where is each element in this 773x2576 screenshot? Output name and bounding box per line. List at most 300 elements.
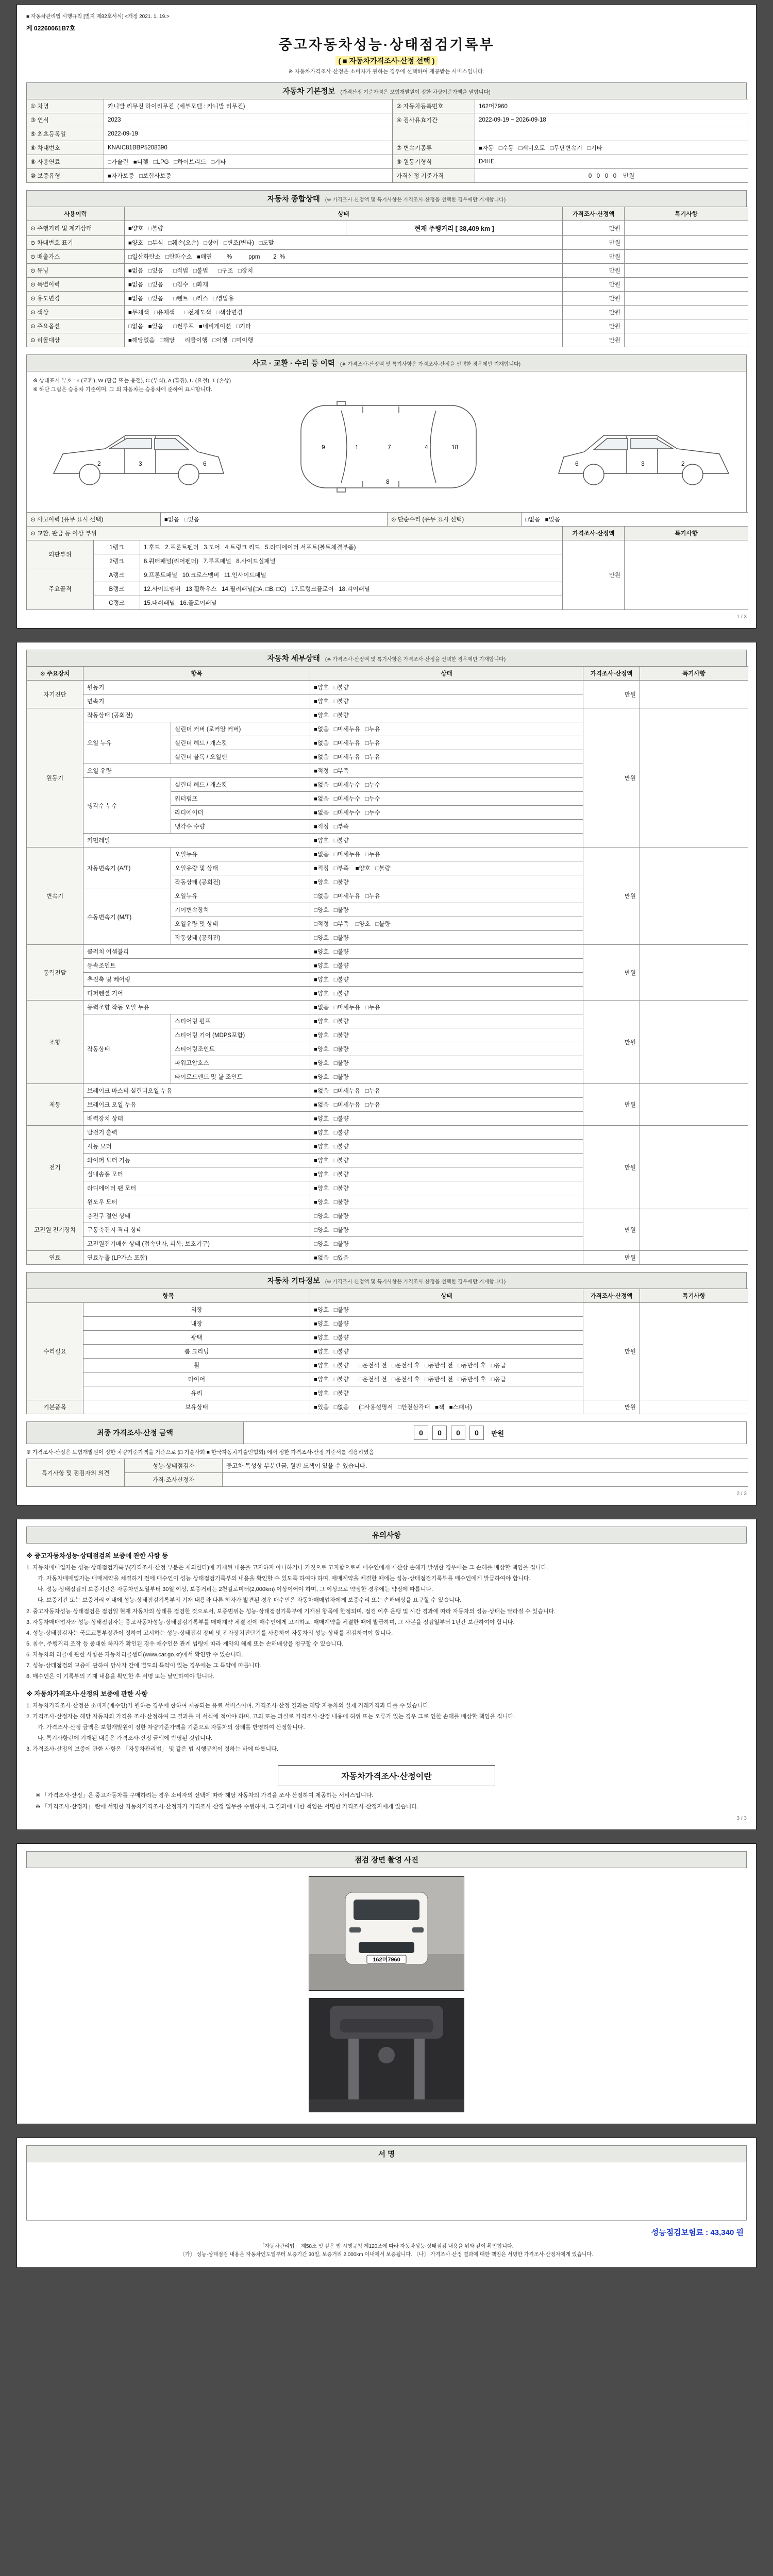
cell: 1랭크 xyxy=(94,540,140,554)
cell: 시동 모터 xyxy=(83,1140,310,1154)
cell xyxy=(640,708,748,848)
cell: 가격조사·산정액 xyxy=(583,667,640,681)
cell: ■양호 □불량 xyxy=(310,1112,583,1126)
cell: 윈도우 모터 xyxy=(83,1195,310,1209)
cell: 특기사항 xyxy=(625,527,748,540)
cell: ■양호 □불량 xyxy=(310,1386,583,1400)
cell: ⊙ 배출가스 xyxy=(27,250,125,264)
cell: 만원 xyxy=(583,1303,640,1400)
cell: ■없음 □미세누유 □누유 xyxy=(310,1001,583,1014)
notices xyxy=(26,1551,747,1754)
cell: 9.프론트패널 10.크로스멤버 11.인사이드패널 xyxy=(140,568,563,582)
table-row xyxy=(27,708,748,722)
cell: ⊙ 특별이력 xyxy=(27,278,125,292)
cell: 수동변속기 (M/T) xyxy=(83,889,171,945)
footer-legal-line: 〔가〕 성능·상태점검 내용은 자동차인도일부터 보증기간 30일, 보증거리 2,000km 이내에서 보증됩니다. 〔나〕 가격조사·산정 결과에 대한 책임은 서명한 가격조사·산정자에게 있습니다. xyxy=(179,2252,594,2258)
inspection-photo-front xyxy=(309,1876,464,1991)
opinion-role: 가격·조사산정자 xyxy=(125,1473,223,1487)
table-row xyxy=(27,236,748,250)
notice-item: 5. 침수, 주행거리 조작 등 중대한 하자가 확인된 경우 매수인은 관계 법령에 따라 계약의 해제 또는 손해배상을 청구할 수 있습니다. xyxy=(26,1640,344,1647)
cell: ⊙ 주요장치 xyxy=(27,667,83,681)
cell: ■양호 □불량 xyxy=(310,1345,583,1359)
cell: ■무채색 □유채색 □전체도색 □색상변경 xyxy=(125,306,563,319)
section-detail-state xyxy=(26,650,747,667)
cell: 동력조향 작동 오일 누유 xyxy=(83,1001,310,1014)
notice-section-title: ※ 자동차가격조사·산정의 보증에 관한 사항 xyxy=(26,1690,148,1698)
cell: ■자가보증 □보험사보증 xyxy=(104,169,393,183)
cell xyxy=(640,681,748,708)
diagram-note: ※ 하단 그림은 승용차 기준이며, 그 외 자동차는 승용차에 준하여 표시합니다. xyxy=(33,386,213,393)
misc-info-table xyxy=(26,1289,748,1414)
cell: 변속기 xyxy=(27,848,83,945)
cell: 타이로드엔드 및 볼 조인트 xyxy=(171,1070,310,1084)
cell: ⊙ 교환, 판금 등 이상 부위 xyxy=(27,527,563,540)
table-row xyxy=(27,169,748,183)
cell: 연료누출 (LP가스 포함) xyxy=(83,1251,310,1265)
opinion-role: 성능·상태점검자 xyxy=(125,1459,223,1473)
cell: 만원 xyxy=(563,236,625,250)
notice-item: 8. 매수인은 이 기록부의 기재 내용을 확인한 후 서명 또는 날인하여야 합니다. xyxy=(26,1673,214,1680)
cell xyxy=(640,945,748,1001)
detail-state-table xyxy=(26,666,748,1265)
table-row xyxy=(27,848,748,861)
pricing-info-line: ※ 「가격조사·산정」은 중고자동차를 구매하려는 경우 소비자의 선택에 따라 해당 자동차의 가격을 조사·산정하여 제공하는 서비스입니다. xyxy=(36,1792,374,1799)
cell: 휠 xyxy=(83,1359,310,1372)
cell: 만원 xyxy=(563,221,625,236)
cell: ■양호 □불량 xyxy=(125,221,346,236)
notice-item: 3. 가격조사·산정의 보증에 관한 사항은 「자동차관리법」 및 같은 법 시행규칙이 정하는 바에 따릅니다. xyxy=(26,1746,278,1753)
cell: ⊙ 용도변경 xyxy=(27,292,125,306)
state-mark-legend: ※ 상태표시 부호 : × (교환), W (판금 또는 용접), C (부식), A (흠집), U (요철), T (손상) xyxy=(33,378,231,384)
cell: ■양호 □불량 xyxy=(310,1070,583,1084)
cell: 12.사이드멤버 13.휠하우스 14.필러패널(□A, □B, □C) 17.트렁크플로어 18.리어패널 xyxy=(140,582,563,596)
table-row xyxy=(27,1001,748,1014)
cell: 만원 xyxy=(583,848,640,945)
photo-underbody-svg xyxy=(309,1998,464,2112)
cell xyxy=(640,848,748,945)
cell xyxy=(640,1400,748,1414)
cell: ■적정 □부족 xyxy=(310,764,583,778)
cell: 제동 xyxy=(27,1084,83,1126)
cell: ■양호 □불량 xyxy=(310,1317,583,1331)
cell: ⊙ 색상 xyxy=(27,306,125,319)
section-accident-history xyxy=(26,354,747,371)
section-photos xyxy=(26,1851,747,1868)
notice-item: 7. 성능·상태점검의 보증에 관하여 당사자 간에 별도의 특약이 있는 경우에는 그 특약에 따릅니다. xyxy=(26,1663,262,1669)
cell: ② 자동차등록번호 xyxy=(393,99,475,113)
table-row xyxy=(27,540,748,554)
doc-subnote: ※ 자동차가격조사·산정은 소비자가 원하는 경우에 선택하여 제공받는 서비스입니다. xyxy=(288,69,485,75)
section-overall-note: (※ 가격조사·산정액 및 특기사항은 가격조사·산정을 선택한 경우에만 기재합니다) xyxy=(325,197,506,203)
panel-number: 2 xyxy=(681,460,685,467)
cell: □적정 □부족 □양호 □불량 xyxy=(310,917,583,931)
cell: ■없음 □미세누유 □누유 xyxy=(310,750,583,764)
notice-item: 3. 자동차매매업자와 성능·상태점검자는 중고자동차성능·상태점검기록부를 매매계약 체결 전에 매수인에게 고지하고, 매매계약을 체결한 때에 발급하며, 그 사본을 점검일부터 1년간 보관하여야 합니다. xyxy=(26,1619,515,1625)
footer-legal-line: 「자동차관리법」 제58조 및 같은 법 시행규칙 제120조에 따라 자동차성능·상태점검 내용을 위와 같이 확인합니다. xyxy=(259,2244,514,2250)
table-row xyxy=(27,945,748,959)
cell: 상태 xyxy=(310,667,583,681)
cell: 2023 xyxy=(104,113,393,127)
cell: 워터펌프 xyxy=(171,792,310,806)
cell: 만원 xyxy=(563,250,625,264)
cell: ⑤ 최초등록일 xyxy=(27,127,104,141)
cell xyxy=(625,306,748,319)
table-row xyxy=(27,250,748,264)
cell: 기어변속장치 xyxy=(171,903,310,917)
panel-number: 18 xyxy=(451,444,459,451)
car-side-view-left-diagram xyxy=(54,435,224,485)
cell: ⑨ 원동기형식 xyxy=(393,155,475,169)
page-title: 중고자동차성능·상태점검기록부 xyxy=(278,37,495,53)
car-diagrams-svg xyxy=(33,396,744,507)
cell: 오일유량 및 상태 xyxy=(171,861,310,875)
cell: ① 차명 xyxy=(27,99,104,113)
cell: □가솔린 ■디젤 □LPG □하이브리드 □기타 xyxy=(104,155,393,169)
panel-number: 7 xyxy=(388,444,391,451)
cell: 카니발 리무진 하이리무진 (세부모델 : 카니발 리무진) xyxy=(104,99,393,113)
cell xyxy=(625,319,748,333)
form-regulation-note: ■ 자동차관리법 시행규칙 [별지 제82호서식] <개정 2021. 1. 19.> xyxy=(26,14,170,20)
cell: ■양호 □불량 xyxy=(310,1154,583,1167)
notice-item: 1. 자동차매매업자는 성능·상태점검기록부(가격조사·산정 부분은 제외한다)에 기재된 내용을 고지하지 아니하거나 거짓으로 고지함으로써 매수인에게 재산상 손해가 발생한 경우에는 그 손해를 배상할 책임을 집니다. xyxy=(26,1565,548,1571)
cell: ■없음 □있음 xyxy=(161,513,388,527)
cell: 변속기 xyxy=(83,694,310,708)
cell: 작동상태 (공회전) xyxy=(171,875,310,889)
cell: 가격조사·산정액 xyxy=(583,1289,640,1303)
cell: 특기사항 xyxy=(640,667,748,681)
price-unit: 만원 xyxy=(491,1429,505,1437)
cell: ⊙ 단순수리 (유무 표시 선택) xyxy=(388,513,522,527)
section-misc-info xyxy=(26,1272,747,1289)
cell: □일산화탄소 □탄화수소 ■매연 % ppm 2 % xyxy=(125,250,563,264)
cell: C랭크 xyxy=(94,596,140,610)
cell xyxy=(640,1209,748,1251)
cell: 만원 xyxy=(563,540,625,610)
cell: 실내송풍 모터 xyxy=(83,1167,310,1181)
cell: ■적정 □부족 xyxy=(310,820,583,834)
cell: 냉각수 수량 xyxy=(171,820,310,834)
cell: 특기사항 xyxy=(640,1289,748,1303)
table-row xyxy=(27,1289,748,1303)
cell: 냉각수 누수 xyxy=(83,778,171,834)
cell: ■없음 □미세누유 □누유 xyxy=(310,848,583,861)
cell: ■양호 □불량 xyxy=(310,1126,583,1140)
cell: 만원 xyxy=(583,1400,640,1414)
cell: 오일누유 xyxy=(171,848,310,861)
table-row xyxy=(27,319,748,333)
cell: 외판부위 xyxy=(27,540,94,568)
cell: 발전기 출력 xyxy=(83,1126,310,1140)
cell: 연료 xyxy=(27,1251,83,1265)
panel-number: 3 xyxy=(139,460,142,467)
price-digit: 0 xyxy=(414,1426,428,1440)
cell: □양호 □불량 xyxy=(310,1209,583,1223)
cell: 실린더 커버 (로커암 커버) xyxy=(171,722,310,736)
cell: ■양호 □불량 xyxy=(310,1195,583,1209)
section-detail-note: (※ 가격조사·산정액 및 특기사항은 가격조사·산정을 선택한 경우에만 기재합니다) xyxy=(325,657,506,663)
price-survey-option-label: ( ■ 자동차가격조사·산정 선택 ) xyxy=(335,56,438,65)
cell: 만원 xyxy=(583,1001,640,1084)
cell: ■양호 □불량 □운전석 전 □운전석 후 □동반석 전 □동반석 후 □응급 xyxy=(310,1372,583,1386)
panel-number: 4 xyxy=(425,444,428,451)
table-row xyxy=(27,667,748,681)
cell: ■양호 □불량 xyxy=(310,973,583,987)
cell: 사용이력 xyxy=(27,207,125,221)
signature-area xyxy=(26,2162,747,2221)
cell: 만원 xyxy=(583,1251,640,1265)
cell: 스티어링 펌프 xyxy=(171,1014,310,1028)
cell: 스티어링 기어 (MDPS포함) xyxy=(171,1028,310,1042)
cell: □없음 ■있음 xyxy=(522,513,748,527)
cell: 수리필요 xyxy=(27,1303,83,1400)
cell: ■양호 □불량 xyxy=(310,1140,583,1154)
panel-number: 2 xyxy=(97,460,101,467)
table-row xyxy=(27,1084,748,1098)
panel-number: 6 xyxy=(575,460,579,467)
inspection-photo-underbody xyxy=(309,1998,464,2112)
page-4 xyxy=(16,1843,757,2124)
price-digit: 0 xyxy=(432,1426,447,1440)
inspection-photos xyxy=(26,1876,747,2112)
cell: 만원 xyxy=(583,1209,640,1251)
car-top-view-diagram xyxy=(301,401,476,492)
panel-number: 3 xyxy=(641,460,645,467)
cell xyxy=(640,1251,748,1265)
cell: ■없음 □미세누유 □누유 xyxy=(310,736,583,750)
notice-item: 나. 성능·상태점검의 보증기간은 자동차인도일부터 30일 이상, 보증거리는 2천킬로미터(2,000km) 이상이어야 하며, 그 이상으로 약정한 경우에는 약정에 따릅니다. xyxy=(38,1586,433,1593)
opinion-text: 중고차 특성상 부분판금, 원판 도색이 있을 수 있습니다. xyxy=(223,1459,748,1473)
section-basic-info xyxy=(26,82,747,99)
cell: ■없음 □미세누유 □누유 xyxy=(310,1084,583,1098)
cell: 만원 xyxy=(563,333,625,347)
cell: ■없음 □미세누수 □누수 xyxy=(310,806,583,820)
cell: ■없음 □미세누수 □누수 xyxy=(310,778,583,792)
cell: ⑧ 사용연료 xyxy=(27,155,104,169)
cell: ■양호 □불량 xyxy=(310,1042,583,1056)
cell xyxy=(640,1001,748,1084)
cell: 실린더 헤드 / 개스킷 xyxy=(171,778,310,792)
cell: 만원 xyxy=(583,708,640,848)
pricing-info-box-title: 자동차가격조사·산정이란 xyxy=(278,1765,495,1786)
cell: ■해당없음 □해당 리콜이행 □이행 □미이행 xyxy=(125,333,563,347)
cell: ■없음 □미세누수 □누수 xyxy=(310,792,583,806)
cell: 2022-09-19 xyxy=(104,127,393,141)
car-damage-diagram xyxy=(33,396,740,507)
cell xyxy=(625,264,748,278)
table-row xyxy=(27,292,748,306)
cell: 외장 xyxy=(83,1303,310,1317)
cell: □양호 □불량 xyxy=(310,1237,583,1251)
cell: ⊙ 튜닝 xyxy=(27,264,125,278)
cell xyxy=(625,292,748,306)
cell xyxy=(625,540,748,610)
cell: ■양호 □부식 □훼손(오손) □상이 □변조(변타) □도말 xyxy=(125,236,563,250)
cell: 만원 xyxy=(583,1084,640,1126)
cell: 2022-09-19 ~ 2026-09-18 xyxy=(475,113,748,127)
cell: 특기사항 xyxy=(625,207,748,221)
table-row xyxy=(27,527,748,540)
cell: 가격산정 기준가격 xyxy=(393,169,475,183)
section-accident-title: 사고 · 교환 · 수리 등 이력 xyxy=(252,360,335,368)
notice-item: 6. 자동차의 리콜에 관한 사항은 자동차리콜센터(www.car.go.kr)에서 확인할 수 있습니다. xyxy=(26,1652,243,1658)
license-plate-text: 162머7960 xyxy=(373,1957,400,1963)
notice-section-title: ※ 중고자동차성능·상태점검의 보증에 관한 사항 등 xyxy=(26,1552,169,1560)
cell: 라디에이터 xyxy=(171,806,310,820)
table-row xyxy=(27,207,748,221)
panel-number: 8 xyxy=(386,478,390,485)
cell: 룸 크리닝 xyxy=(83,1345,310,1359)
table-row xyxy=(27,155,748,169)
cell: 6.쿼터패널(리어펜더) 7.루프패널 8.사이드실패널 xyxy=(140,554,563,568)
section-overall-title: 자동차 종합상태 xyxy=(267,195,320,204)
cell: ■양호 □불량 xyxy=(310,987,583,1001)
table-row xyxy=(27,113,748,127)
cell: 보유상태 xyxy=(83,1400,310,1414)
cell: 구동축전지 격리 상태 xyxy=(83,1223,310,1237)
cell: ■양호 □불량 xyxy=(310,694,583,708)
cell: ■양호 □불량 xyxy=(310,1167,583,1181)
cell: ■양호 □불량 xyxy=(310,1331,583,1345)
cell: ⑥ 차대번호 xyxy=(27,141,104,155)
cell xyxy=(625,236,748,250)
cell: 조향 xyxy=(27,1001,83,1084)
section-misc-note: (※ 가격조사·산정액 및 특기사항은 가격조사·산정을 선택한 경우에만 기재합니다) xyxy=(325,1279,506,1285)
cell: 상태 xyxy=(125,207,563,221)
cell: 파워고압호스 xyxy=(171,1056,310,1070)
cell: 만원 xyxy=(563,278,625,292)
cell: ■있음 □없음 (□사용설명서 □안전삼각대 ■잭 ■스패너) xyxy=(310,1400,583,1414)
cell xyxy=(475,127,748,141)
cell: 오일누유 xyxy=(171,889,310,903)
cell: 배력장치 상태 xyxy=(83,1112,310,1126)
cell: A랭크 xyxy=(94,568,140,582)
cell: 자기진단 xyxy=(27,681,83,708)
panel-number: 9 xyxy=(322,444,325,451)
cell: 오일 누유 xyxy=(83,722,171,764)
cell: KNAIC81BBP5208390 xyxy=(104,141,393,155)
cell: ■양호 □불량 xyxy=(310,681,583,694)
cell: ■없음 □있음 xyxy=(310,1251,583,1265)
cell: ■양호 □불량 xyxy=(310,945,583,959)
cell: 작동상태 (공회전) xyxy=(83,708,310,722)
document-number: 제 02260061B7호 xyxy=(26,25,76,32)
cell: □양호 □불량 xyxy=(310,903,583,917)
cell: 디퍼렌셜 기어 xyxy=(83,987,310,1001)
page-marker: 3 / 3 xyxy=(736,1816,747,1822)
table-row xyxy=(27,99,748,113)
opinion-head: 특기사항 및 점검자의 의견 xyxy=(27,1459,125,1487)
doc-subtitle xyxy=(26,56,747,66)
cell: ⊙ 리콜대상 xyxy=(27,333,125,347)
cell: 브레이크 오일 누유 xyxy=(83,1098,310,1112)
section-accident-note: (※ 가격조사·산정액 및 특기사항은 가격조사·산정을 선택한 경우에만 기재합니다) xyxy=(340,362,521,367)
cell: 와이퍼 모터 기능 xyxy=(83,1154,310,1167)
cell: ■없음 □있음 □렌트 □리스 □영업용 xyxy=(125,292,563,306)
cell: ■양호 □불량 □운전석 전 □운전석 후 □동반석 전 □동반석 후 □응급 xyxy=(310,1359,583,1372)
cell: ③ 연식 xyxy=(27,113,104,127)
table-row xyxy=(27,1251,748,1265)
cell: 동력전달 xyxy=(27,945,83,1001)
cell: ■양호 □불량 xyxy=(310,834,583,848)
page-5 xyxy=(16,2138,757,2268)
table-row xyxy=(27,1209,748,1223)
notice-item: 나. 특기사항란에 기재된 내용은 가격조사·산정 금액에 반영된 것입니다. xyxy=(38,1735,213,1741)
table-row xyxy=(27,1459,748,1473)
cell: 타이어 xyxy=(83,1372,310,1386)
accident-diagram-box xyxy=(26,371,747,513)
cell: 만원 xyxy=(583,945,640,1001)
cell: 광택 xyxy=(83,1331,310,1345)
cell: ⊙ 주요옵션 xyxy=(27,319,125,333)
accident-history-table xyxy=(26,512,748,527)
cell: 고전원전기배선 상태 (접속단자, 피복, 보호기구) xyxy=(83,1237,310,1251)
table-row xyxy=(27,1400,748,1414)
final-price-digits xyxy=(414,1426,504,1440)
cell xyxy=(625,250,748,264)
page-marker: 2 / 3 xyxy=(736,1491,747,1497)
cell: 만원 xyxy=(583,1126,640,1209)
cell xyxy=(625,278,748,292)
cell: ■양호 □불량 xyxy=(310,1028,583,1042)
notice-item: 다. 보증기간 또는 보증거리 이내에 성능·상태점검기록부의 기재 내용과 다른 하자가 발견된 경우 매수인은 자동차매매업자에게 보증수리 또는 손해배상을 요구할 수 있습니다. xyxy=(38,1597,462,1604)
cell: 원동기 xyxy=(83,681,310,694)
section-detail-title: 자동차 세부상태 xyxy=(267,655,320,663)
cell: ■양호 □불량 xyxy=(310,1303,583,1317)
notice-item: 가. 자동차매매업자는 매매계약을 체결하기 전에 매수인이 성능·상태점검기록부의 내용을 확인할 수 있도록 하여야 하며, 매매계약을 체결한 때에는 성능·상태점검기록부를 매수인에게 발급하여야 합니다. xyxy=(38,1575,531,1582)
cell: 162머7960 xyxy=(475,99,748,113)
section-notices xyxy=(26,1527,747,1544)
page-marker: 1 / 3 xyxy=(736,614,747,620)
opinion-text xyxy=(223,1473,748,1487)
cell: ■없음 □있음 □침수 □화재 xyxy=(125,278,563,292)
page-2 xyxy=(16,642,757,1505)
cell: 커먼레일 xyxy=(83,834,310,848)
cell: 전기 xyxy=(27,1126,83,1209)
cell: 클러치 어셈블리 xyxy=(83,945,310,959)
cell xyxy=(625,333,748,347)
basic-info-table xyxy=(26,99,748,183)
inspection-insurance-fee: 성능점검보험료 : 43,340 원 xyxy=(651,2228,744,2238)
cell: 작동상태 xyxy=(83,1014,171,1084)
cell: 만원 xyxy=(583,681,640,708)
cell: 2랭크 xyxy=(94,554,140,568)
cell: 1.후드 2.프론트펜더 3.도어 4.트렁크 리드 5.라디에이터 서포트(볼트체결부품) xyxy=(140,540,563,554)
photo-front-svg xyxy=(309,1877,464,1990)
price-basis-note: ※ 가격조사·산정은 보험개발원이 정한 차량기준가액을 기준으로 (□ 기술사회 ■ 한국자동차기술인협회) 에서 정한 가격조사·산정 기준서를 적용하였음 xyxy=(26,1449,374,1455)
cell: 만원 xyxy=(563,292,625,306)
cell: □양호 □불량 xyxy=(310,1223,583,1237)
cell: 자동변속기 (A/T) xyxy=(83,848,171,889)
cell: 오일 유량 xyxy=(83,764,310,778)
cell: 주요골격 xyxy=(27,568,94,610)
signature-title: 서 명 xyxy=(378,2150,395,2159)
cell: ⑩ 보증유형 xyxy=(27,169,104,183)
cell: ⊙ 차대번호 표기 xyxy=(27,236,125,250)
cell: 오일유량 및 상태 xyxy=(171,917,310,931)
table-row xyxy=(27,1303,748,1317)
final-price-row xyxy=(26,1421,747,1444)
cell: □양호 □불량 xyxy=(310,931,583,945)
page-3 xyxy=(16,1519,757,1830)
cell: 만원 xyxy=(563,264,625,278)
cell xyxy=(640,1084,748,1126)
cell xyxy=(640,1126,748,1209)
car-side-view-right-diagram xyxy=(559,435,729,485)
price-digit: 0 xyxy=(451,1426,465,1440)
cell: ■없음 □미세누유 □누유 xyxy=(310,722,583,736)
cell: 고전원 전기장치 xyxy=(27,1209,83,1251)
cell: ④ 검사유효기간 xyxy=(393,113,475,127)
